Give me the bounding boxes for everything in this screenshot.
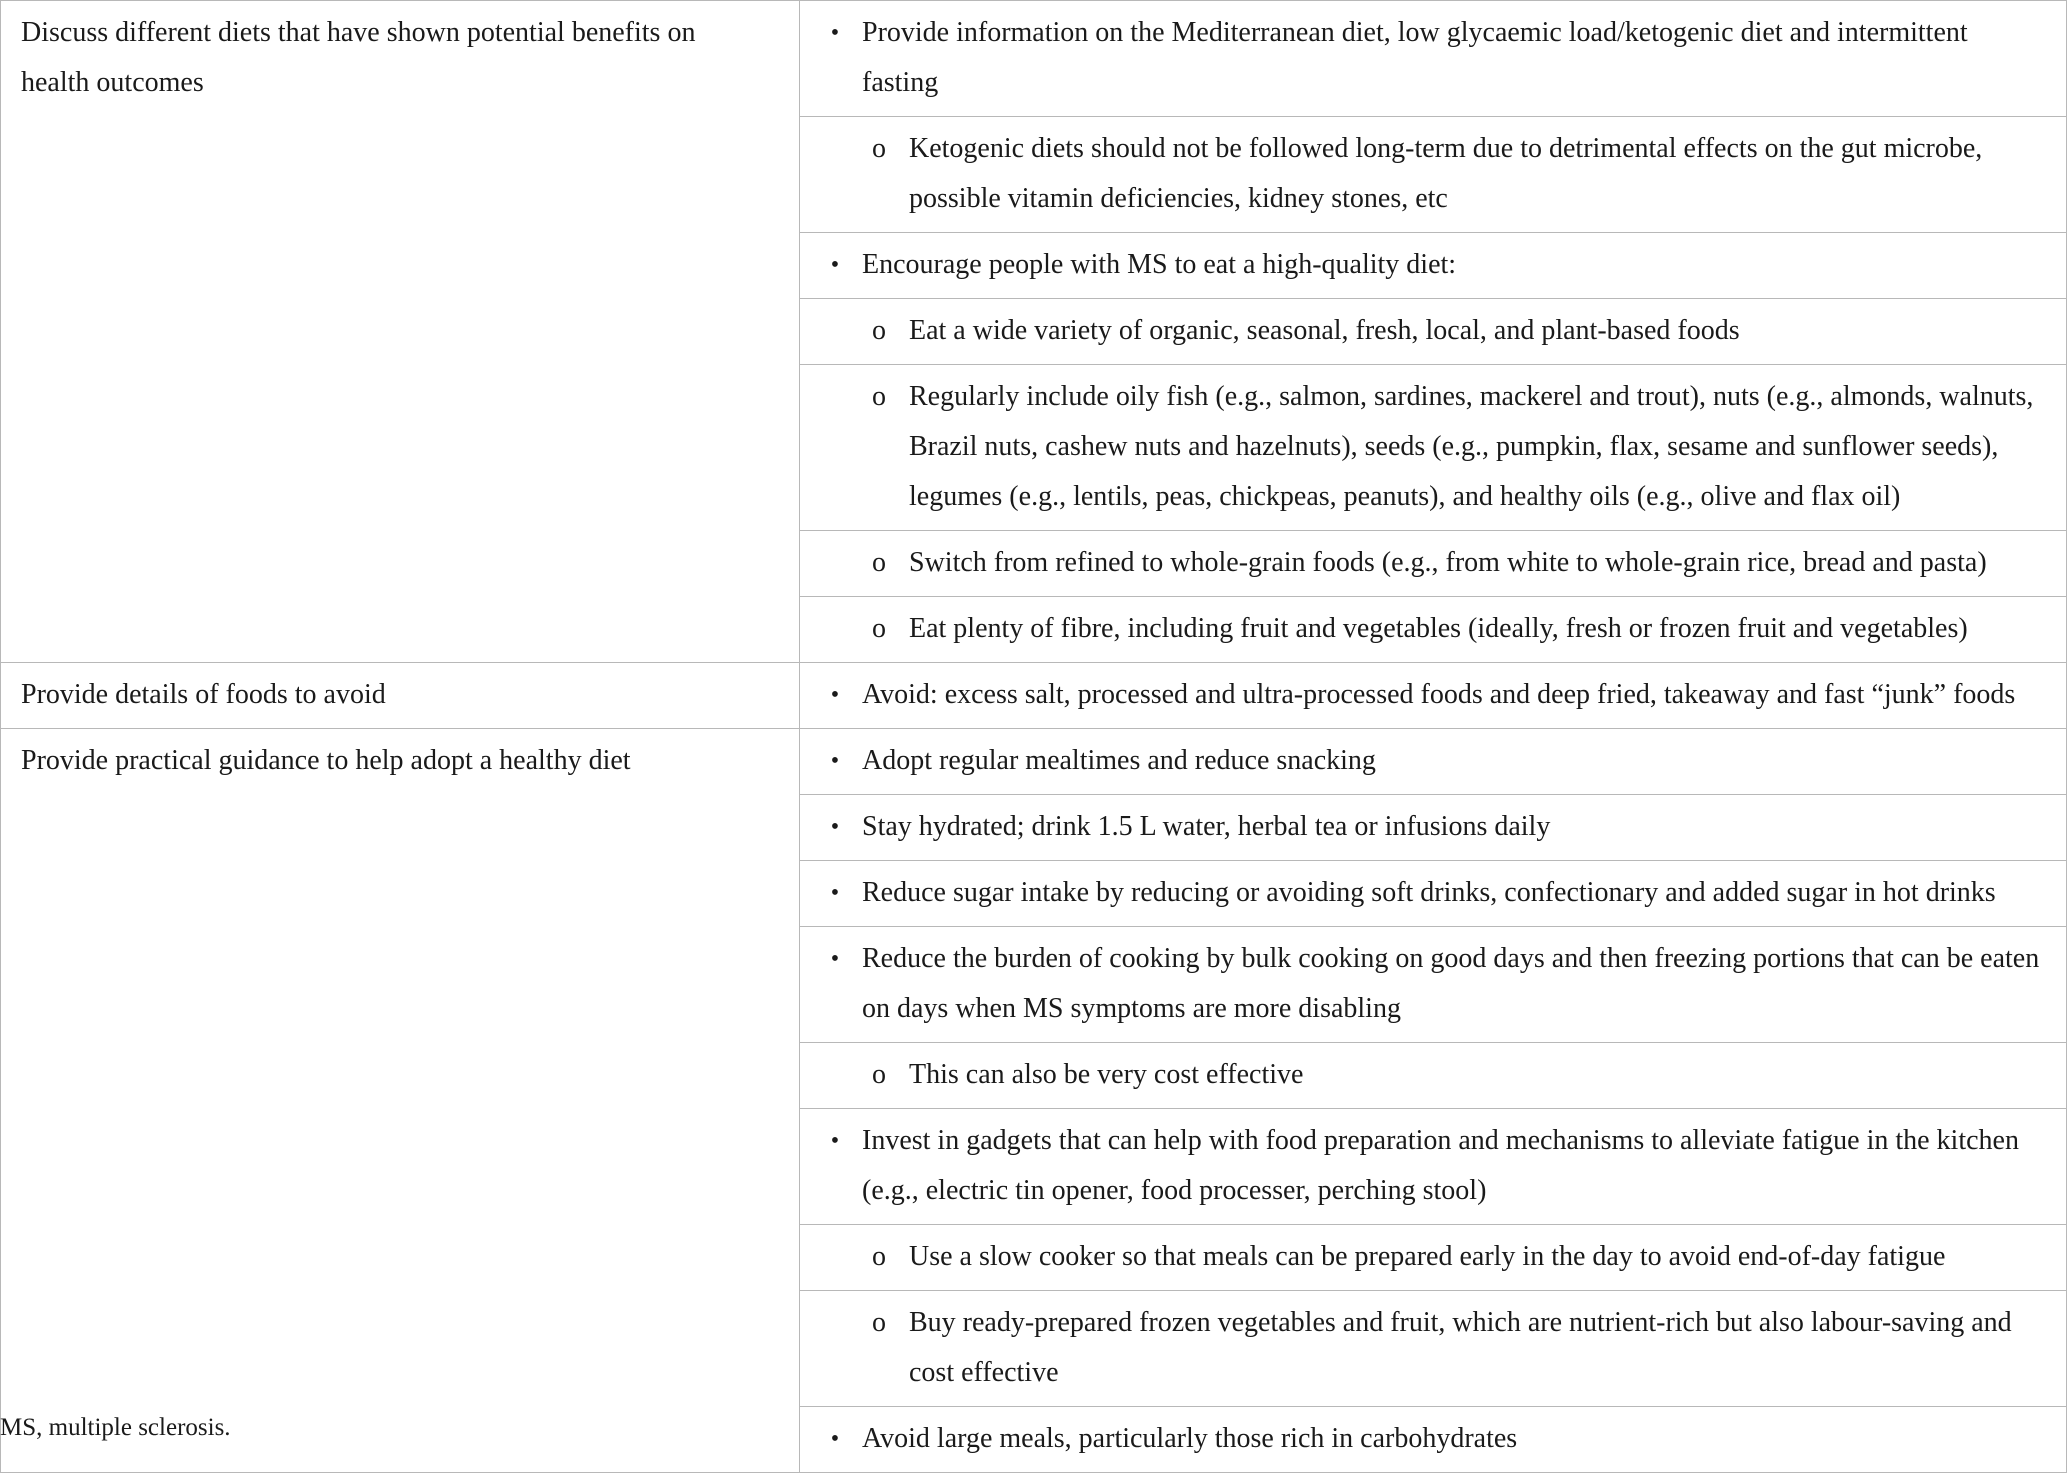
bullet-item [820,1116,2046,1216]
sub-bullet-item [820,1050,2046,1100]
bullet-item [820,802,2046,852]
bullet-marker-icon: • [830,252,840,278]
sub-bullet-marker-icon: o [872,1059,886,1090]
item-text: Avoid large meals, particularly those rich in carbohydrates [862,1423,1518,1454]
bullet-item [820,8,2046,108]
guidance-item-cell [800,1291,2067,1407]
bullet-item [820,868,2046,918]
guidance-item-cell [800,531,2067,597]
sub-bullet-marker-icon: o [872,1307,886,1338]
item-text: Invest in gadgets that can help with food preparation and mechanisms to alleviate fatigue in the kitchen (e.g., electric tin opener, food processer, perching stool) [862,1125,2019,1206]
item-text: Use a slow cooker so that meals can be prepared early in the day to avoid end-of-day fatigue [909,1241,1946,1272]
topic-cell: Provide details of foods to avoid [1,663,800,729]
topic-cell: Provide practical guidance to help adopt a healthy diet [1,729,800,1473]
bullet-marker-icon: • [830,814,840,840]
guidance-item-cell [800,1043,2067,1109]
guidance-item-cell [800,861,2067,927]
guidance-item-cell [800,1407,2067,1473]
sub-bullet-marker-icon: o [872,315,886,346]
table-body [1,1,2067,1473]
bullet-item [820,934,2046,1034]
sub-bullet-marker-icon: o [872,381,886,412]
guidance-item-cell [800,233,2067,299]
topic-cell: Discuss different diets that have shown potential benefits on health outcomes [1,1,800,663]
guidance-item-cell [800,663,2067,729]
item-text: Adopt regular mealtimes and reduce snacking [862,745,1376,776]
sub-bullet-marker-icon: o [872,1241,886,1272]
sub-bullet-marker-icon: o [872,547,886,578]
item-text: Eat a wide variety of organic, seasonal, fresh, local, and plant-based foods [909,315,1740,346]
bullet-item [820,736,2046,786]
bullet-marker-icon: • [830,946,840,972]
guidance-item-cell [800,1225,2067,1291]
item-text: Avoid: excess salt, processed and ultra-processed foods and deep fried, takeaway and fast “junk” foods [862,679,2016,710]
guidance-item-cell [800,1,2067,117]
item-text: Reduce sugar intake by reducing or avoiding soft drinks, confectionary and added sugar in hot drinks [862,877,1996,908]
guidance-item-cell [800,299,2067,365]
guidance-item-cell [800,729,2067,795]
sub-bullet-item [820,1232,2046,1282]
sub-bullet-item [820,538,2046,588]
item-text: Reduce the burden of cooking by bulk cooking on good days and then freezing portions that can be eaten on days when MS symptoms are more disabling [862,943,2040,1024]
guidance-item-cell [800,795,2067,861]
bullet-marker-icon: • [830,1128,840,1154]
bullet-item [820,670,2046,720]
sub-bullet-item [820,306,2046,356]
bullet-item [820,240,2046,290]
sub-bullet-item [820,124,2046,224]
table-footnote: MS, multiple sclerosis. [0,1414,231,1441]
bullet-marker-icon: • [830,682,840,708]
sub-bullet-item [820,1298,2046,1398]
table-row [1,663,2067,729]
item-text: Provide information on the Mediterranean diet, low glycaemic load/ketogenic diet and intermittent fasting [862,17,1968,98]
sub-bullet-marker-icon: o [872,133,886,164]
guidance-item-cell [800,117,2067,233]
bullet-marker-icon: • [830,20,840,46]
item-text: Stay hydrated; drink 1.5 L water, herbal tea or infusions daily [862,811,1551,842]
item-text: Encourage people with MS to eat a high-quality diet: [862,249,1457,280]
item-text: Eat plenty of fibre, including fruit and vegetables (ideally, fresh or frozen fruit and vegetables) [909,613,1968,644]
sub-bullet-item [820,604,2046,654]
guidance-item-cell [800,927,2067,1043]
bullet-marker-icon: • [830,880,840,906]
sub-bullet-item [820,372,2046,522]
item-text: Ketogenic diets should not be followed long-term due to detrimental effects on the gut microbe, possible vitamin deficiencies, kidney stones, etc [909,133,1983,214]
bullet-marker-icon: • [830,1426,840,1452]
table-row [1,729,2067,795]
guidance-item-cell [800,365,2067,531]
sub-bullet-marker-icon: o [872,613,886,644]
item-text: This can also be very cost effective [909,1059,1304,1090]
bullet-marker-icon: • [830,748,840,774]
guidance-item-cell [800,1109,2067,1225]
guidance-item-cell [800,597,2067,663]
item-text: Buy ready-prepared frozen vegetables and fruit, which are nutrient-rich but also labour-saving and cost effective [909,1307,2012,1388]
item-text: Regularly include oily fish (e.g., salmon, sardines, mackerel and trout), nuts (e.g., almonds, walnuts, Brazil nuts, cashew nuts and hazelnuts), seeds (e.g., pumpkin, flax, sesame and sunflower seeds), legumes (e.g., lentils, peas, chickpeas, peanuts), and healthy oils (e.g., olive and flax oil) [909,381,2034,512]
item-text: Switch from refined to whole-grain foods (e.g., from white to whole-grain rice, bread and pasta) [909,547,1987,578]
bullet-item [820,1414,2046,1464]
table-row [1,1,2067,117]
